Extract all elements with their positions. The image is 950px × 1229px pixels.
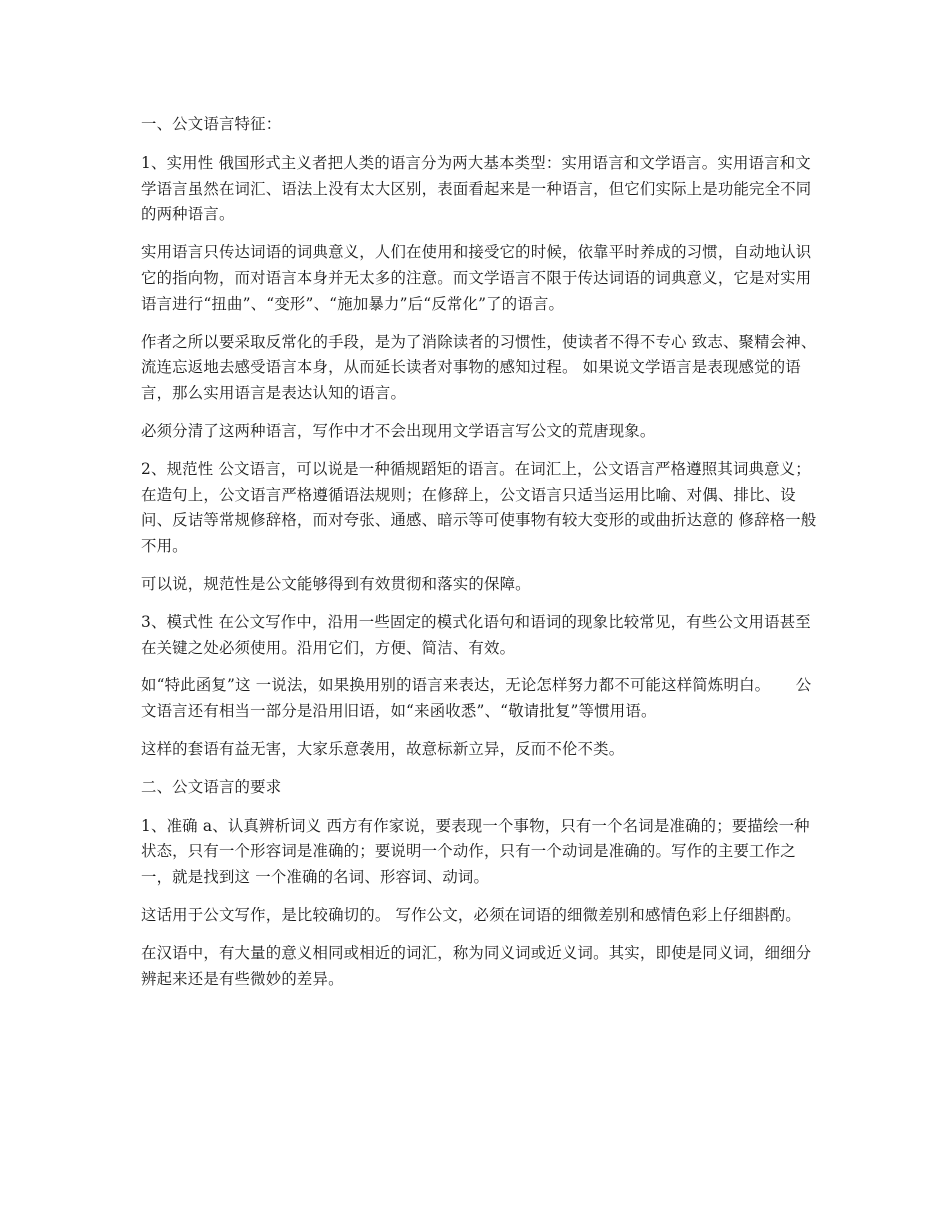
paragraph-word-choice: 这话用于公文写作，是比较确切的。 写作公文，必须在词语的细微差别和感情色彩上仔细斟酌。 <box>141 905 801 924</box>
paragraph-pattern: 3、模式性 在公文写作中，沿用一些固定的模式化语句和语词的现象比较常见，有些公文用语甚至在关键之处必须使用。沿用它们，方便、简洁、有效。 <box>141 612 811 657</box>
paragraph-normativity-guarantee: 可以说，规范性是公文能够得到有效贯彻和落实的保障。 <box>141 574 531 593</box>
paragraph-synonyms: 在汉语中，有大量的意义相同或相近的词汇，称为同义词或近义词。其实，即使是同义词，细细分辨起来还是有些微妙的差异。 <box>141 943 812 988</box>
paragraph-set-phrases: 这样的套语有益无害，大家乐意袭用，故意标新立异，反而不伦不类。 <box>141 739 625 758</box>
section-heading-1: 一、公文语言特征： <box>141 115 282 133</box>
section-heading-2: 二、公文语言的要求 <box>141 777 282 796</box>
document-page <box>141 112 821 1004</box>
paragraph-practical-language: 实用语言只传达词语的词典意义，人们在使用和接受它的时候，依靠平时养成的习惯，自动地认识它的指向物，而对语言本身并无太多的注意。而文学语言不限于传达词语的词典意义，它是对实用语言进行“扭曲”、“变形”、“施加暴力”后“反常化”了的语言。 <box>141 243 812 313</box>
paragraph-practicality: 1、实用性 俄国形式主义者把人类的语言分为两大基本类型：实用语言和文学语言。实用语言和文学语言虽然在词汇、语法上没有太大区别，表面看起来是一种语言，但它们实际上是功能完全不同的两种语言。 <box>141 153 812 224</box>
paragraph-distinguish: 必须分清了这两种语言，写作中才不会出现用文学语言写公文的荒唐现象。 <box>141 421 656 440</box>
paragraph-pattern-example: 如“特此函复”这 一说法，如果换用别的语言来表达，无论怎样努力都不可能这样简炼明白。 公文语言还有相当一部分是沿用旧语，如“来函收悉”、“敬请批复”等惯用语。 <box>141 676 812 721</box>
paragraph-normativity: 2、规范性 公文语言，可以说是一种循规蹈矩的语言。在词汇上，公文语言严格遵照其词典意义；在造句上，公文语言严格遵循语法规则；在修辞上，公文语言只适当运用比喻、对偶、排比、设问、反诘等常规修辞格，而对夸张、通感、暗示等可使事物有较大变形的或曲折达意的 修辞格一般不用。 <box>141 459 817 556</box>
paragraph-defamiliarization: 作者之所以要采取反常化的手段，是为了消除读者的习惯性，使读者不得不专心 致志、聚精会神、流连忘返地去感受语言本身，从而延长读者对事物的感知过程。 如果说文学语言是表现感觉的语言，那么实用语言是表达认知的语言。 <box>141 332 817 403</box>
paragraph-accuracy: 1、准确 a、认真辨析词义 西方有作家说，要表现一个事物，只有一个名词是准确的；要描绘一种状态，只有一个形容词是准确的；要说明一个动作，只有一个动词是准确的。写作的主要工作之一，就是找到这 一个准确的名词、形容词、动词。 <box>141 816 810 887</box>
